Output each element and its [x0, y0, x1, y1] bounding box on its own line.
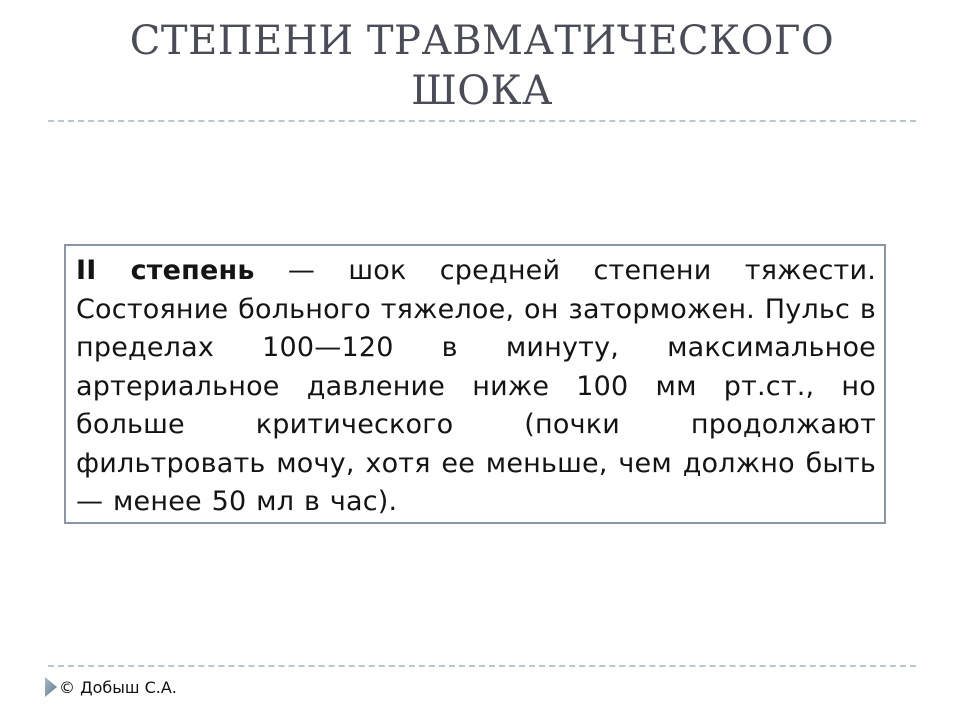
title-divider [48, 120, 916, 122]
content-box [64, 244, 886, 524]
slide-title-line-1: СТЕПЕНИ ТРАВМАТИЧЕСКОГО [129, 18, 835, 64]
slide-title-line-2: ШОКА [411, 68, 553, 114]
slide-title [48, 16, 916, 116]
footer-divider [48, 665, 916, 667]
copyright-text: © Добыш С.А. [59, 677, 177, 697]
content-paragraph [76, 252, 876, 522]
triangle-bullet-icon [44, 676, 58, 698]
degree-label: II степень [76, 255, 255, 286]
footer [44, 676, 177, 698]
degree-description: — шок средней степени тяжести. Состояние больного тяжелое, он заторможен. Пульс в пределах 100—120 в минуту, максимальное артериальное давление ниже 100 мм рт.ст., но больше критического (почки продолжают фильтровать мочу, хотя ее меньше, чем должно быть — менее 50 мл в час). [76, 255, 876, 517]
